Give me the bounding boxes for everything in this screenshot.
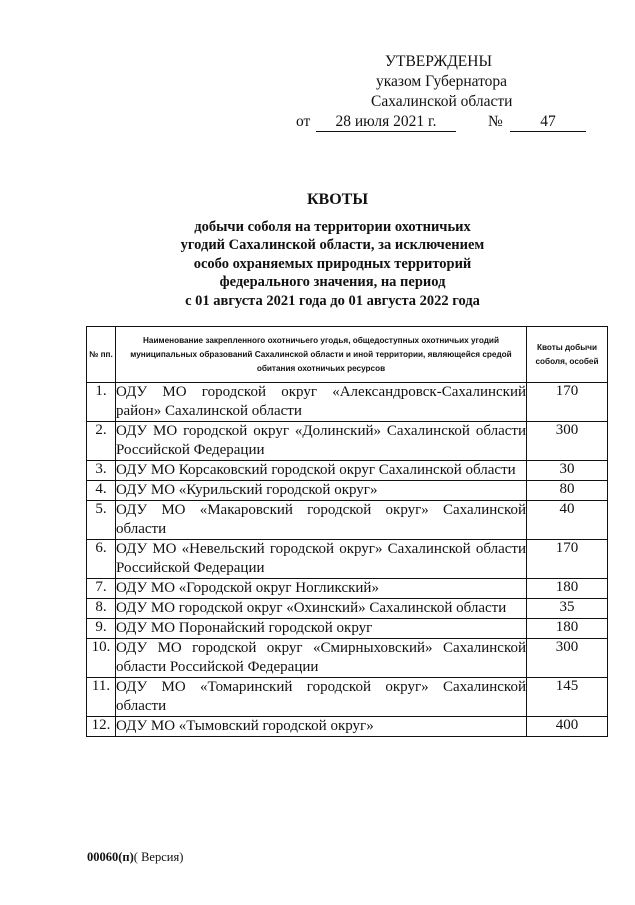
table-row <box>87 579 608 599</box>
table-row <box>87 619 608 639</box>
table-row <box>87 540 608 579</box>
row-territory-name: ОДУ МО «Городской округ Ногликский» <box>116 579 527 599</box>
approval-number: 47 <box>510 112 586 132</box>
subtitle-line: с 01 августа 2021 года до 01 августа 2022 года <box>185 292 480 309</box>
row-quota: 80 <box>527 481 608 501</box>
row-territory-name: ОДУ МО «Тымовский городской округ» <box>116 717 527 737</box>
document-title: КВОТЫ <box>306 191 369 208</box>
row-territory-name: ОДУ МО городской округ «Смирныховский» Сахалинской области Российской Федерации <box>116 639 527 678</box>
row-territory-name: ОДУ МО городской округ «Долинский» Сахалинской области Российской Федерации <box>116 422 527 461</box>
table-row <box>87 383 608 422</box>
subtitle-line: угодий Сахалинской области, за исключением <box>180 237 485 254</box>
table-row <box>87 481 608 501</box>
table-row <box>87 461 608 481</box>
approval-issuer: указом Губернатора <box>376 73 508 90</box>
row-quota: 40 <box>527 501 608 540</box>
document-subtitle <box>30 218 635 310</box>
row-quota: 180 <box>527 619 608 639</box>
subtitle-line: добычи соболя на территории охотничьих <box>194 219 471 235</box>
row-number: 11. <box>87 678 116 717</box>
row-number: 5. <box>87 501 116 540</box>
row-quota: 180 <box>527 579 608 599</box>
row-quota: 300 <box>527 639 608 678</box>
approval-from-label: от <box>296 113 311 130</box>
row-territory-name: ОДУ МО «Курильский городской округ» <box>116 481 527 501</box>
row-quota: 35 <box>527 599 608 619</box>
row-number: 2. <box>87 422 116 461</box>
document-code: 00060(п) <box>87 850 134 864</box>
table-row <box>87 501 608 540</box>
row-quota: 145 <box>527 678 608 717</box>
column-header-quota: Квоты добычи соболя, особей <box>527 327 608 383</box>
table-row <box>87 599 608 619</box>
row-number: 1. <box>87 383 116 422</box>
table-row <box>87 422 608 461</box>
subtitle-line: особо охраняемых природных территорий <box>193 255 472 272</box>
subtitle-line: федерального значения, на период <box>219 274 446 291</box>
column-header-name: Наименование закрепленного охотничьего угодья, общедоступных охотничьих угодий муниципальных образований Сахалинской области и иной территории, являющейся средой обитания охотничьих ресурсов <box>116 327 527 383</box>
row-number: 9. <box>87 619 116 639</box>
footer <box>87 850 183 865</box>
row-number: 3. <box>87 461 116 481</box>
row-quota: 300 <box>527 422 608 461</box>
row-number: 7. <box>87 579 116 599</box>
document-heading <box>0 190 635 310</box>
approval-block <box>288 52 618 132</box>
row-territory-name: ОДУ МО городской округ «Охинский» Сахалинской области <box>116 599 527 619</box>
table-row <box>87 717 608 737</box>
quota-table <box>86 326 608 737</box>
row-number: 8. <box>87 599 116 619</box>
row-territory-name: ОДУ МО Поронайский городской округ <box>116 619 527 639</box>
approval-number-label: № <box>488 113 503 130</box>
table-row <box>87 678 608 717</box>
row-number: 12. <box>87 717 116 737</box>
table-body <box>87 383 608 737</box>
row-territory-name: ОДУ МО «Томаринский городской округ» Сахалинской области <box>116 678 527 717</box>
row-number: 6. <box>87 540 116 579</box>
table-row <box>87 639 608 678</box>
row-territory-name: ОДУ МО Корсаковский городской округ Сахалинской области <box>116 461 527 481</box>
approval-region: Сахалинской области <box>371 93 513 110</box>
document-version: ( Версия) <box>133 850 184 864</box>
approval-title: УТВЕРЖДЕНЫ <box>385 53 492 70</box>
row-territory-name: ОДУ МО «Макаровский городской округ» Сахалинской области <box>116 501 527 540</box>
row-number: 10. <box>87 639 116 678</box>
row-quota: 170 <box>527 383 608 422</box>
row-quota: 170 <box>527 540 608 579</box>
approval-date: 28 июля 2021 г. <box>316 112 456 132</box>
row-number: 4. <box>87 481 116 501</box>
column-header-number: № пп. <box>87 327 116 383</box>
row-territory-name: ОДУ МО городской округ «Александровск-Сахалинский район» Сахалинской области <box>116 383 527 422</box>
row-territory-name: ОДУ МО «Невельский городской округ» Сахалинской области Российской Федерации <box>116 540 527 579</box>
row-quota: 30 <box>527 461 608 481</box>
row-quota: 400 <box>527 717 608 737</box>
